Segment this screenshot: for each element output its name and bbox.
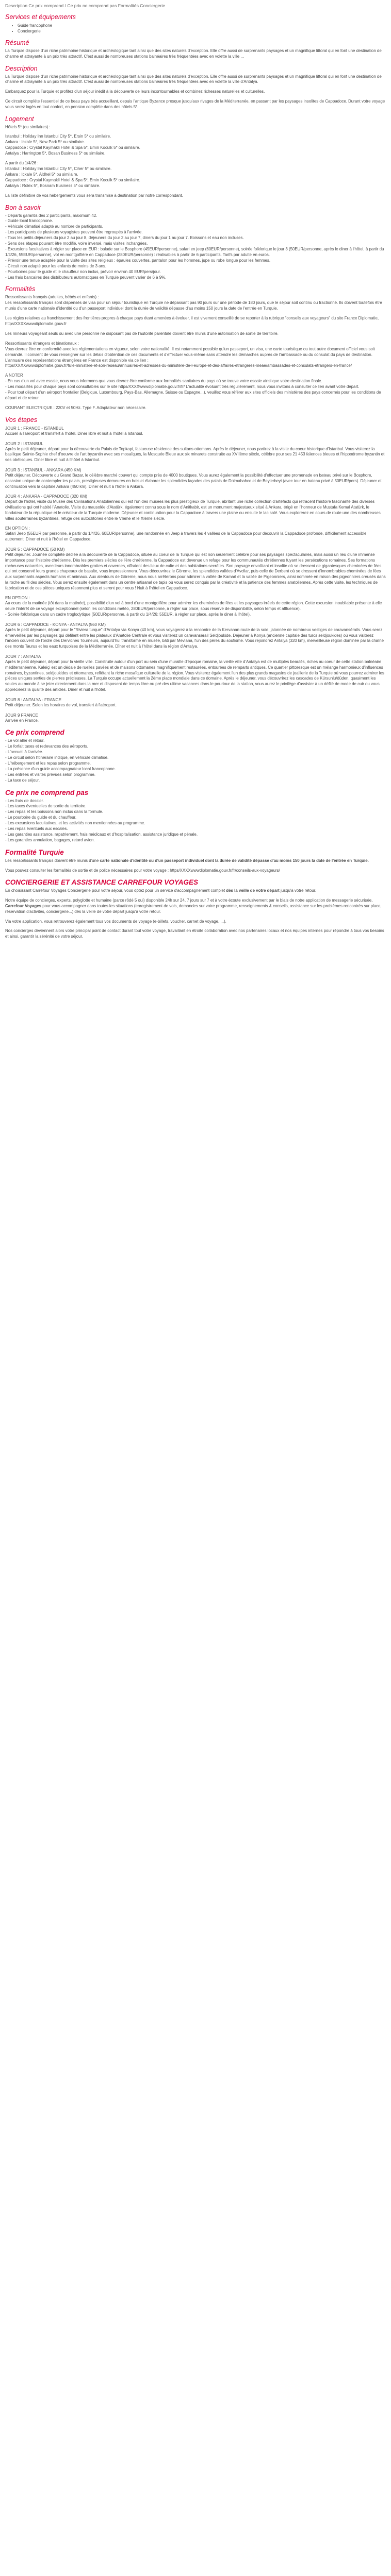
day-text: Après le petit déjeuner, départ pour le "Riviera turque" d'Antalya via Konya (40 km), vous voyagerez à la rencontre de la Kervanan route de la soie, jalonnée de nombreux vestiges de caravansérails. Vous serez émerveillés par les paysages qui défilent entre les plateaux d'Anatolie Centrale et vous visiterez un caravansérail Seldjoukide. Déjeuner à Konya (ancienne capitale des turcs seldjoukides) où vous visiterez l'ancien couvent de l'ordre des Derviches Tourneurs, aujourd'hui transformé en musée, bâti par Mevlana, l'un des pères du soufisme. Vous rejoindrez Antalya (320 km), merveilleuse région dominée par la chaîne des monts Taurus et les eaux turquoises de la Méditerranée. Dîner et nuit à l'hôtel dans la région d'Antalya. (5, 627, 384, 649)
necomprend-item: - Les taxes éventuelles de sortie du territoire. (5, 804, 87, 809)
conciergerie-p1-pre: En choisissant Carrefour Voyages Conciergerie pour votre séjour, vous optez pour un service d'accompagnement complet (5, 888, 226, 893)
day-text: Accueil à l'aéroport et transfert à l'hôtel. Diner libre et nuit à l'hôtel à Istanbul. (5, 431, 143, 436)
description-title: Description (5, 64, 38, 72)
conciergerie-paragraph (5, 888, 386, 894)
day-title: JOUR 3 : ISTANBUL - ANKARA (450 KM) (5, 468, 82, 473)
conciergerie-p1-strong: dès la veille de votre départ (226, 888, 280, 893)
logement-line: Antalya : Harrington 5*, Bosan Business 5* ou similaire. (5, 151, 106, 156)
logement-line: A partir du 1/4/26 : (5, 161, 39, 166)
day-option: EN OPTION : Au cours de la matinée (tôt dans la matinée), possibilité d'un vol à bord d'une montgolfière pour admirer les cheminées de fées et les paysages irréels de cette région. Cette excursion inoubliable présente à elle seule l'intérêt de ce voyage exceptionnel (selon les conditions météo, 280EUR/personne, à régler sur place, sous réserve de disponibilité, selon temps et affluence). - Soirée folklorique dans un cadre troglodytique (50EUR/personne, à partir du 1/4/26: 55EUR, à régler sur place, après le diner à l'hôtel). (5, 595, 382, 617)
formalites-line (5, 312, 386, 316)
formalites-line: Les mineurs voyageant seuls ou avec une personne ne disposant pas de l'autorité parentale doivent être munis d'une autorisation de sortie de territoire. (5, 331, 279, 336)
day-title: JOUR 4 : ANKARA - CAPPADOCE (320 KM) (5, 494, 88, 499)
logement-line: Cappadoce : Crystal Kaymakli Hotel & Spa 5*, Emin Koculk 5* ou similaire. (5, 177, 140, 182)
formalites-title: Formalités (5, 285, 36, 293)
formalites-line (5, 337, 386, 341)
day-title: JOUR 7 : ANTALYA (5, 654, 41, 659)
bonasavoir-line: - Tous les petits déjeuners du jour 2 au jour 8, déjeuners du jour 2 au jour 7, diners du jour 1 au jour 7. Boissons et eau non incluses. (5, 235, 244, 241)
logement-title: Logement (5, 115, 34, 123)
day-text: Petit déjeuner. Journée complète dédiée à la découverte de la Cappadoce, située au coeur de la Turquie qui est non seulement célèbre pour ses paysages spectaculaires, mais aussi un lieu d'une immense importance pour l'histoire chrétienne. Dès les premiers siècles de l'ère chrétienne, la Cappadoce est devenue un refuge pour les communautés chrétiennes fuyant les persécutions romaines. Ses formations rocheuses naturelles, avec leurs innombrables grottes et cavernes, offraient des lieux de culte et des habitations secrètes. Son paysage envoûtant et insolite où se dressent de gigantesques cheminées de fées qui ont conservé leurs grands chapeaux de basalte, vous impressionnera. Vous découvrirez le Göreme, les splendides vallées d'Avcilar, puis celle de Derbent où se dressent d'innombrables cheminées de fées aux surprenants aspects humains et animaux. Aux alentours de Göreme, nous nous arrêterons pour admirer la vallée de Kamarl et la vallée de Pigeonniers, ainsi nommée en raison des pigeonniers creusés dans la roche au fil des siècles. Vous serez ensuite également dans un centre artisanal de tapis où vous serez conquis par la créativité et la patience des femmes anatoliennes. Après cette visite, les techniques de fabrication et de ces pièces uniques résonnent plus et seront pour vous ! Nuit à l'hôtel en Cappadoce. (5, 552, 386, 590)
resume-title: Résumé (5, 39, 29, 46)
comprend-item: - Le vol aller et retour. (5, 738, 45, 743)
bonasavoir-line: - Véhicule climatisé adapté au nombre de participants. (5, 224, 103, 229)
formalites-line: Les ressortissants français sont dispensés de visa pour un séjour touristique en Turquie ne dépassant pas 90 jours sur une période de 180 jours, que le séjour soit continu ou fractionné. Ils doivent toutefois être munis d'une carte nationale d'identité ou d'un passeport individuel dont la durée de validité dépasse d'au moins 150 jours la date de l'entrée en Turquie. (5, 300, 382, 311)
formalites-line: Vous devrez être en conformité avec les réglementations en vigueur, selon votre nationalité. Il est notamment possible qu'un passeport, un visa, une carte touristique ou tout autre document officiel vous soit demandé. Il convient de vous renseigner sur les délais d'obtention de ces documents et d'effectuer vous-même sans attendre les démarches auprès de l'ambassade ou du consulat du pays de destination. (5, 346, 375, 357)
logement-line: Ankara : Ickale 5*, New Park 5* ou similaire. (5, 140, 85, 145)
formalites-list (5, 295, 386, 411)
day-title: JOUR 9 FRANCE (5, 713, 38, 718)
logement-line: La liste définitive de vos hébergements vous sera transmise à destination par notre correspondant. (5, 193, 183, 198)
formalites-line: A NOTER (5, 373, 23, 378)
bonasavoir-line: - Pourboires pour le guide et le chauffeur non inclus, prévoir environ 40 EUR/pers/jour. (5, 269, 161, 274)
conciergerie-title: CONCIERGERIE ET ASSISTANCE CARREFOUR VOYAGES (5, 878, 199, 887)
bonasavoir-line: - Prévoir une tenue adaptée pour la visite des sites religieux : épaules couvertes, pantalon pour les hommes, jupe ou robe longue pour les femmes. (5, 258, 271, 263)
logement-list (5, 125, 386, 199)
formalites-line (5, 369, 386, 373)
day-text: Petit déjeuner. Selon les horaires de vol, transfert à l'aéroport. (5, 702, 117, 707)
formalites-line: - Les modalités pour chaque pays sont consultables sur le site https/XXXXwwwdiplomatie.gouv.fr/fr/ L'actualité évoluant très régulièrement, nous vous invitons à consulter ce lien avant votre départ. (5, 384, 360, 389)
logement-line (5, 130, 386, 134)
logement-line (5, 189, 386, 193)
logement-line: Hôtels 5* (ou similaires) : (5, 124, 51, 129)
necomprend-item: - Les repas éventuels aux escales. (5, 826, 68, 832)
necomprend-item: - Les repas et les boissons non inclus dans la formule. (5, 809, 103, 815)
conciergerie-p1-post: jusqu'à votre retour. (279, 888, 317, 893)
comprend-list (5, 738, 386, 783)
services-title: Services et équipements (5, 13, 76, 21)
formalites-line: L'annuaire des représentations étrangères en France est disponible via ce lien : (5, 358, 149, 363)
description-paragraph: La Turquie dispose d'un riche patrimoine historique et archéologique tant ainsi que des sites naturels d'exception. Elle offre aussi de surprenants paysages et un magnifique littoral qui en font une destination de charme et attrayante à un prix très attractif. C'est aussi de nombreuses stations balnéaires très fréquentées avec en volette la ville d'Antalya. (5, 74, 382, 84)
formalites-line: COURANT ELECTRIQUE : 220V et 50Hz. Type F. Adaptateur non nécessaire. (5, 405, 146, 410)
necomprend-item: - Les excursions facultatives, et les activités non mentionnées au programme. (5, 821, 145, 826)
formalites-line: https/XXXXwwwdiplomatie.gouv.fr/fr/le-ministere-et-son-reseau/annuaires-et-adresses-du-ministere-de-l-europe-et-des-affaires-etrangeres-meae/ambassades-et-consulats-etrangers-en-france/ (5, 363, 352, 368)
bonasavoir-line: - Les frais bancaires des distributeurs automatiques en Turquie peuvent varier de 6 à 9%. (5, 275, 167, 280)
logement-line: Ankara : Ickale 5*, Aldhel 5* ou similaire. (5, 172, 78, 177)
day-title: JOUR 6 : CAPPADOCE - KONYA - ANTALYA (560 KM) (5, 622, 106, 627)
comprend-item: - L'accueil à l'arrivée. (5, 750, 43, 755)
logement-line: Istanbul : Holiday Inn Istanbul City 5*, Ciher 5* ou similaire. (5, 166, 112, 172)
bonasavoir-line: - Départs garantis dès 2 participants, maximum 42. (5, 213, 97, 218)
day-text: Après le petit déjeuner, départ pour la découverte du Palais de Topkapi, fastueuse résidence des sultans ottomans. Après le déjeuner, nous partirez à la visite du coeur historique d'Istanbul. Vous visiterez la basilique Sainte-Sophie chef d'oeuvre de l'art byzantin avec ses mosaïques, la Mosquée Bleue aux six minarets construite au XVIIème siècle, célèbre pour ses 21 453 faïences bleues et l'hippodrome byzantin et ses obélisques. Diner libre et nuit à l'hôtel à Istanbul. (5, 446, 385, 463)
day-text: Après le petit déjeuner, départ pour la vieille ville. Construite autour d'un port au sein d'une muraille d'époque romaine, la vieille ville d'Antalya est de multiples beautés, riches au coeur de cette station balnéaire méditerranéenne, Kaleiçi est un dédale de ruelles pavées et de maisons ottomanes magnifiquement restaurées, entourées de remparts antiques. Ce quartier pittoresque est un mélange harmonieux d'influences romaines, byzantines, seldjoukides et ottomanes, reflétant la riche mosaïque culturelle de la région. Vous visiterez également l'un des plus grands magasins de joaillerie de la Turquie où vous pourrez admirer les pièces uniques serties de pierres précieuses. La Turquie occupe actuellement la 2ème place mondiale dans ce domaine. Après le déjeuner, vous découvrirez les cascades de Kürsunlu/düden, quasiment les seules au monde à se jeter directement dans la mer et disposent de temps libre ou pré des ultime vacances dans le pourtour de la station, vous aurez le privilège d'assister à un défilé de mode de cuir ou vous apprécierez la qualité des articles. Dîner et nuit à l'hôtel. (5, 659, 384, 692)
formalite-turquie-text (5, 858, 386, 864)
description-paragraph: Embarquez pour la Turquie et profitez d'un séjour inédit à la découverte de leurs incontournables et combinez richesses naturelles et culturelles. (5, 89, 265, 94)
comprend-item: - Le forfait taxes et redevances des aéroports. (5, 744, 88, 749)
necomprend-item: - Les garanties assistance, rapatriement, frais médicaux et d'hospitalisation, assistance juridique et pénale. (5, 832, 198, 837)
service-item: • Guide francophone (18, 23, 386, 28)
description-paragraph: Ce circuit complète l'essentiel de ce beau pays très accueillant, depuis l'antique Byzance presque jusqu'aux rivages de la Méditerranée, en passant par les paysages insolites de Cappadoce. Durant votre voyage vous serez logés en tout confort, en pension complète dans des hôtels 5*. (5, 98, 385, 109)
necomprend-list (5, 799, 386, 843)
formalites-line: - Pour tout départ d'un aéroport frontalier (Belgique, Luxembourg, Pays-Bas, Allemagne, Suisse ou Espagne...), veuillez vous référer aux sites officiels des ministères des pays concernés pour les conditions de départ et de retour. (5, 390, 381, 401)
bonasavoir-list (5, 213, 386, 281)
day-title: JOUR 2 : ISTANBUL (5, 441, 43, 446)
conciergerie-p2-pre: Notre équipe de concierges, experts, polyglotte et humaine (parce rôdé 5 oui) disponible 24h sur 24, 7 jours sur 7 et à votre écoute exclusivement par le biais de notre application de messagerie sécurisée, (5, 898, 373, 903)
resume-text: La Turquie dispose d'un riche patrimoine historique et archéologique tant ainsi que des sites naturels d'exception. Elle offre aussi de surprenants paysages et un magnifique littoral qui en font une destination de charme et attrayante à un prix très attractif. C'est aussi de nombreuses stations balnéaires très fréquentées avec en volette la ville ... (5, 48, 382, 59)
formalites-line: - En cas d'un vol avec escale, nous vous informons que vous devrez être conforme aux formalités sanitaires du pays où se trouve votre escale ainsi que votre destination finale. (5, 379, 322, 384)
necomprend-title: Ce prix ne comprend pas (5, 788, 89, 796)
necomprend-item: - Les garanties annulation, bagages, retard avion. (5, 837, 95, 842)
formalites-line (5, 401, 386, 405)
conciergerie-paragraph: Via votre application, vous retrouverez également tous vos documents de voyage (e-billets, voucher, carnet de voyage, ...). (5, 919, 226, 924)
formalite-turquie-text-pre: Les ressortissants français doivent être munis d'une (5, 858, 100, 863)
comprend-item: - Le circuit selon l'itinéraire indiqué, en véhicule climatisé. (5, 755, 109, 760)
etapes-list (5, 426, 386, 723)
bonasavoir-line: - Guide local francophone. (5, 218, 53, 224)
formalites-line: Les règles relatives au franchissement des frontières propres à chaque pays étant amenées à évoluer, il est vivement conseillé de se reporter à la rubrique "conseils aux voyageurs" du site France Diplomatie, https/XXXXwwwdiplomatie.gouv.fr (5, 316, 379, 327)
formalites-line: Ressortissants français (adultes, bébés et enfants) : (5, 295, 99, 300)
day-title: JOUR 8 : ANTALYA - FRANCE (5, 697, 61, 702)
necomprend-item: - Le pourboire du guide et du chauffeur. (5, 815, 77, 820)
logement-line: Antalya : Rolex 5*, Bosnam Business 5* ou similaire. (5, 183, 101, 188)
services-list (5, 23, 386, 34)
comprend-item: - Les entrées et visites prévues selon programme. (5, 772, 95, 777)
bonasavoir-line: - Sens des étapes pouvant être modifié, voire inversé, mais visites inchangées. (5, 241, 148, 246)
day-text: Arrivée en France. (5, 718, 39, 723)
service-item: • Conciergerie (18, 28, 386, 34)
conciergerie-paragraph: Nos concierges deviennent alors votre principal point de contact durant tout votre voyage, travaillant en étroite collaboration avec nos partenaires locaux et nos équipes internes pour répondre à tous vos besoins et ainsi, garantir la sérénité de votre séjour. (5, 928, 384, 939)
formalite-turquie-strong: carte nationale d'identité ou d'un passeport individuel dont la durée de validité dépasse d'au moins 150 jours la date de l'entrée en Turquie. (100, 858, 369, 863)
bonasavoir-line: - Circuit non adapté pour les enfants de moins de 3 ans. (5, 263, 107, 268)
day-title: JOUR 1 : FRANCE - ISTANBUL (5, 426, 64, 431)
day-title: JOUR 5 : CAPPADOCE (50 KM) (5, 547, 65, 552)
page (0, 0, 391, 940)
logement-line (5, 157, 386, 161)
bonasavoir-line: - Excursions facultatives à régler sur place en EUR : balade sur le Bosphore (45EUR/personne), safari en jeep (60EUR/personne), soirée folklorique le jour 3 (50EUR/personne, après le diner à l'hôtel, à partir du 1/4/26, 55EUR/personne), vol en montgolfière en Cappadoce (280EUR/personne) : réalisables à partir de 6 participants. Tarifs par adulte en euros. (5, 246, 384, 257)
conciergerie-p2-post: pour vous accompagner dans toutes les situations (enregistrement de vols, demandes sur votre programme, renseignements & conseils, assistance sur les problèmes rencontrés sur place, réservation d'activités, conciergerie...) dès la veille de votre départ jusqu'à votre retour. (5, 904, 382, 914)
day-option: EN OPTION : Safari Jeep (55EUR par personne, à partir du 1/4/26, 60EUR/personne), une randonnée en Jeep à travers les 4 vallées de la Cappadoce pour découvrir la Cappadoce profonde, difficilement accessible autrement. Diner et nuit à l'hôtel en Cappadoce. (5, 526, 367, 542)
conciergerie-paragraph (5, 898, 386, 914)
necomprend-item: - Les frais de dossier. (5, 798, 44, 803)
formalites-line: Ressortissants étrangers et binationaux : (5, 341, 79, 346)
conciergerie-p2-strong: Carrefour Voyages (5, 904, 42, 908)
formalite-turquie-title: Formalité Turquie (5, 848, 64, 856)
day-text: Petit déjeuner. Découverte du Grand Bazar, le célèbre marché couvert qui compte près de 4000 boutiques. Vous aurez également la possibilité d'effectuer une promenade en bateau privé sur le Bosphore, occasion unique de contempler les palais, prestigieuses demeures en bois et élaborer les splendides façades des palais de Dolmabahce et de Beylerbeyi (avec tour en bateau privé à 50EUR/pers). Déjeuner et continuation vers la capitale Ankara (450 km). Diner et nuit à l'hôtel à Ankara. (5, 473, 382, 489)
comprend-title: Ce prix comprend (5, 728, 64, 737)
logement-line: Istanbul : Holiday Inn Istanbul City 5*, Ersin 5* ou similaire. (5, 134, 111, 139)
etapes-title: Vos étapes (5, 416, 38, 423)
formalites-line (5, 327, 386, 331)
anchor-links[interactable]: Description Ce prix comprend / Ce prix ne comprend pas Formalités Conciergerie (5, 3, 165, 8)
logement-line: Cappadoce : Crystal Kaymakli Hotel & Spa 5*, Emin Koculk 5* ou similaire. (5, 145, 140, 150)
comprend-item: - La taxe de séjour. (5, 777, 40, 783)
bonasavoir-title: Bon à savoir (5, 204, 41, 211)
comprend-item: - L'hébergement et les repas selon programme. (5, 760, 91, 766)
bonasavoir-line: - Les participants de plusieurs voyagistes peuvent être regroupés à l'arrivée. (5, 230, 143, 235)
formalite-turquie-link-text: Vous pouvez consulter les formalités de sortie et de police nécessaires pour votre voyage : https/XXXXwwwdiplomatie.gouv.fr/fr/conseils-aux-voyageurs/ (5, 868, 280, 873)
comprend-item: - La présence d'un guide accompagnateur local francophone. (5, 766, 116, 771)
day-text: Départ de l'hôtel, visite du Musée des Civilisations Anatoliennes qui est l'un des musées les plus prestigieux de Turquie, abritant une riche collection d'artefacts qui retracent l'histoire fascinante des diverses civilisations qui ont habité l'Anatolie. Visite du mausolée d'Atatürk, également connu sous le nom d'Anitkabir, est un monument majestueux situé à Ankara, érigé en l'honneur de Mustafa Kemal Atatürk, le fondateur de la république et le créateur de la Turquie moderne. Déjeuner et continuation pour la Cappadoce à travers une plaine ou ensuite le lac salé. Vous explorerez en cours de route une des nombreuses villes souterraines byzantines, refuge des autochtones entre le VIème et le XIème siècle. (5, 499, 381, 521)
